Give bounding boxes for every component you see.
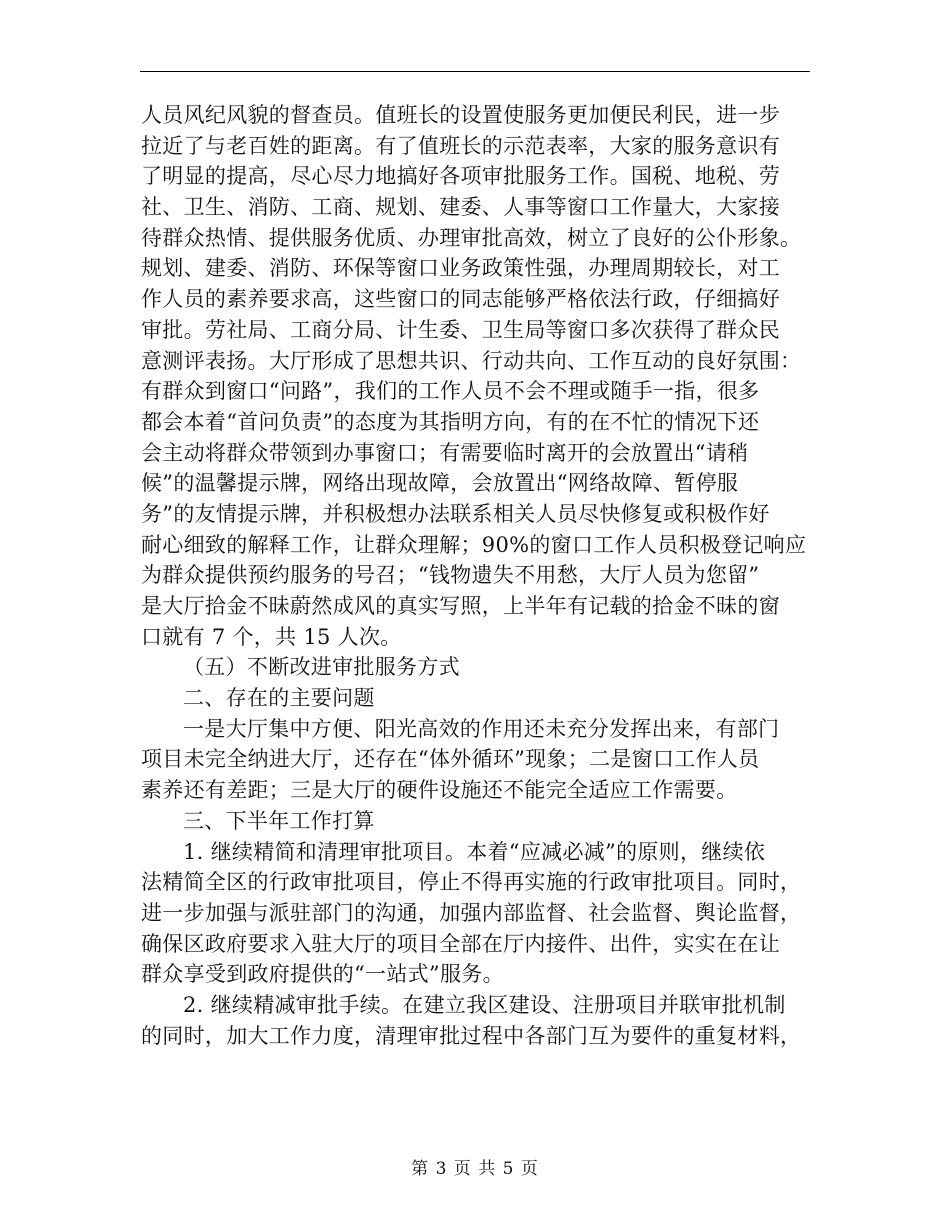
- body-line: 法精简全区的行政审批项目，停止不得再实施的行政审批项目。同时，: [141, 870, 802, 895]
- body-line: 一是大厅集中方便、阳光高效的作用还未充分发挥出来，有部门: [183, 716, 780, 741]
- body-line: 2. 继续精减审批手续。在建立我区建设、注册项目并联审批机制: [183, 992, 786, 1017]
- body-line: 的同时，加大工作力度，清理审批过程中各部门互为要件的重复材料，: [141, 1023, 802, 1048]
- body-line: 候”的温馨提示牌，网络出现故障，会放置出“网络故障、暂停服: [141, 471, 739, 496]
- section-heading: 二、存在的主要问题: [183, 686, 375, 711]
- body-line: 规划、建委、消防、环保等窗口业务政策性强，办理周期较长，对工: [141, 256, 780, 281]
- page-footer: 第 3 页 共 5 页: [411, 1159, 539, 1179]
- section-heading: 三、下半年工作打算: [183, 808, 375, 833]
- body-line: 务”的友情提示牌，并积极想办法联系相关人员尽快修复或积极作好: [141, 501, 770, 526]
- body-line: 耐心细致的解释工作，让群众理解；90%的窗口工作人员积极登记响应: [141, 532, 807, 557]
- body-line: 是大厅拾金不昧蔚然成风的真实写照，上半年有记载的拾金不昧的窗: [141, 594, 780, 618]
- document-body: [141, 100, 811, 1051]
- body-line: 口就有 7 个，共 15 人次。: [141, 624, 402, 649]
- body-line: 项目未完全纳进大厅，还存在“体外循环”现象；二是窗口工作人员: [141, 747, 760, 772]
- section-heading: （五）不断改进审批服务方式: [183, 655, 460, 680]
- body-line: 有群众到窗口“问路”，我们的工作人员不会不理或随手一指，很多: [141, 379, 760, 404]
- body-line: 待群众热情、提供服务优质、办理审批高效，树立了良好的公仆形象。: [141, 225, 802, 250]
- body-line: 社、卫生、消防、工商、规划、建委、人事等窗口工作量大，大家接: [141, 195, 780, 220]
- body-line: 1. 继续精简和清理审批项目。本着“应减必减”的原则，继续依: [183, 839, 766, 864]
- body-line: 会主动将群众带领到办事窗口；有需要临时离开的会放置出“请稍: [141, 440, 749, 465]
- body-line: 了明显的提高，尽心尽力地搞好各项审批服务工作。国税、地税、劳: [141, 164, 780, 189]
- body-line: 进一步加强与派驻部门的沟通，加强内部监督、社会监督、舆论监督，: [141, 900, 802, 925]
- header-rule: [140, 71, 810, 72]
- body-line: 确保区政府要求入驻大厅的项目全部在厅内接件、出件，实实在在让: [141, 931, 780, 956]
- body-line: 审批。劳社局、工商分局、计生委、卫生局等窗口多次获得了群众民: [141, 317, 780, 342]
- body-line: 群众享受到政府提供的“一站式”服务。: [141, 962, 504, 987]
- body-line: 意测评表扬。大厅形成了思想共识、行动共向、工作互动的良好氛围：: [141, 348, 802, 373]
- body-line: 拉近了与老百姓的距离。有了值班长的示范表率，大家的服务意识有: [141, 133, 780, 158]
- body-line: 作人员的素养要求高，这些窗口的同志能够严格依法行政，仔细搞好: [141, 287, 780, 312]
- body-line: 素养还有差距；三是大厅的硬件设施还不能完全适应工作需要。: [141, 778, 738, 803]
- body-line: 人员风纪风貌的督查员。值班长的设置使服务更加便民利民，进一步: [141, 103, 780, 127]
- body-line: 都会本着“首问负责”的态度为其指明方向，有的在不忙的情况下还: [141, 409, 760, 434]
- body-line: 为群众提供预约服务的号召；“钱物遗失不用愁，大厅人员为您留”: [141, 563, 760, 588]
